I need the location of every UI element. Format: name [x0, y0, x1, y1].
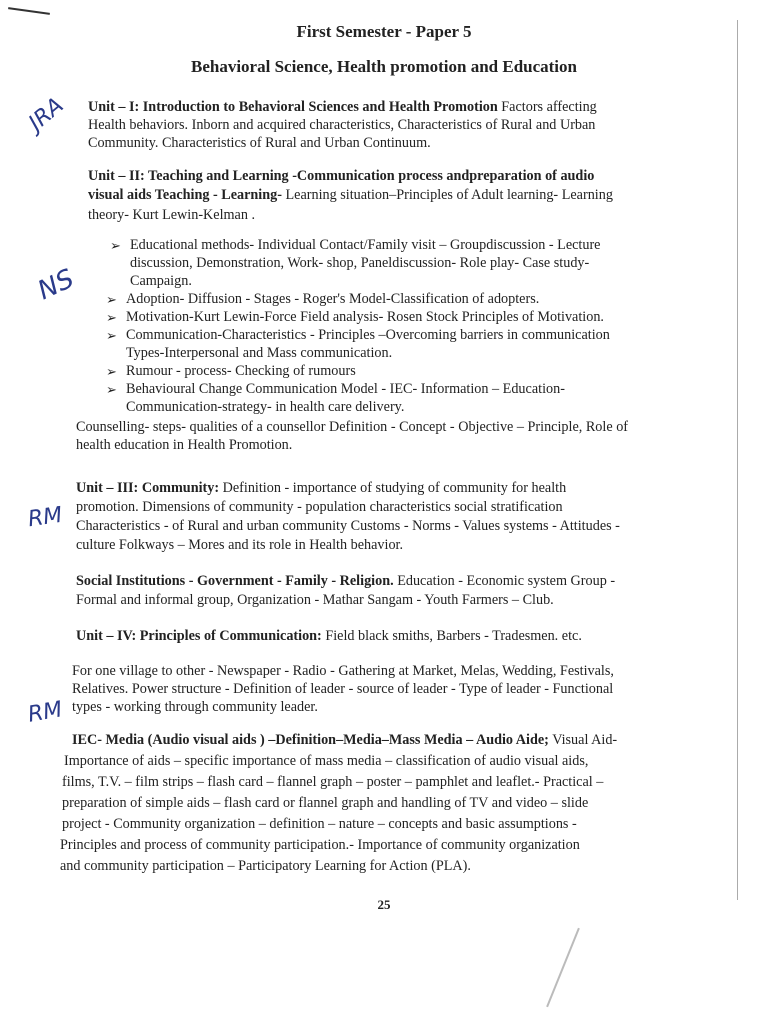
- bullet-item: Communication-strategy- in health care delivery.: [126, 399, 405, 415]
- unit-3-heading: Unit – III: Community:: [76, 480, 220, 496]
- bullet-item: Rumour - process- Checking of rumours: [126, 363, 356, 379]
- pen-mark: [8, 7, 50, 15]
- unit-3-line: [76, 479, 566, 497]
- arrow-bullet-icon: ➢: [106, 310, 117, 325]
- arrow-bullet-icon: ➢: [106, 364, 117, 379]
- handwritten-annotation: JRA: [24, 93, 69, 136]
- unit-3-line: promotion. Dimensions of community - population characteristics social stratification: [76, 499, 563, 515]
- pen-mark: [546, 928, 580, 1008]
- iec-heading: IEC- Media (Audio visual aids ) –Definition–Media–Mass Media – Audio Aide;: [72, 732, 549, 748]
- social-institutions-text: Education - Economic system Group -: [397, 573, 616, 589]
- iec-text: Visual Aid-: [552, 732, 618, 748]
- unit-4-heading: Unit – IV: Principles of Communication:: [76, 628, 322, 644]
- unit-2-text: Learning situation–Principles of Adult learning- Learning: [285, 187, 613, 203]
- iec-line: preparation of simple aids – flash card or flannel graph and handling of TV and video – slide: [62, 795, 589, 811]
- unit-4-line: [76, 627, 582, 645]
- page-edge-line: [737, 20, 738, 900]
- unit-1-line: [88, 98, 597, 116]
- counselling-line: Counselling- steps- qualities of a counsellor Definition - Concept - Objective – Principle, Role of: [76, 419, 629, 435]
- bullet-item: Adoption- Diffusion - Stages - Roger's Model-Classification of adopters.: [126, 291, 540, 307]
- unit-2-line: [88, 186, 613, 204]
- iec-line: project - Community organization – definition – nature – concepts and basic assumptions -: [62, 816, 577, 832]
- bullet-item: Communication-Characteristics - Principles –Overcoming barriers in communication: [126, 327, 610, 343]
- bullet-item: discussion, Demonstration, Work- shop, Paneldiscussion- Role play- Case study-: [130, 255, 590, 271]
- unit-1-text: Factors affecting: [501, 99, 597, 115]
- handwritten-annotation: NS: [33, 263, 79, 307]
- unit-1-line: Health behaviors. Inborn and acquired characteristics, Characteristics of Rural and Urban: [88, 117, 596, 133]
- handwritten-annotation: RM: [26, 697, 65, 728]
- unit-3-line: Characteristics - of Rural and urban community Customs - Norms - Values systems - Attitudes -: [76, 518, 620, 534]
- iec-line: films, T.V. – film strips – flash card – flannel graph – poster – pamphlet and leaflet.- Practical –: [62, 774, 604, 790]
- unit-2-subheading: visual aids Teaching - Learning-: [88, 187, 282, 203]
- unit-3-line: culture Folkways – Mores and its role in Health behavior.: [76, 537, 404, 553]
- unit-2-heading: Unit – II: Teaching and Learning -Communication process andpreparation of audio: [88, 168, 595, 184]
- village-line: Relatives. Power structure - Definition of leader - source of leader - Type of leader - Functional: [72, 681, 614, 697]
- bullet-item: Educational methods- Individual Contact/Family visit – Groupdiscussion - Lecture: [130, 237, 601, 253]
- arrow-bullet-icon: ➢: [106, 382, 117, 397]
- social-institutions-line: [76, 572, 615, 590]
- iec-line: and community participation – Participatory Learning for Action (PLA).: [60, 858, 471, 874]
- iec-line: Importance of aids – specific importance of mass media – classification of audio visual aids,: [64, 753, 589, 769]
- handwritten-annotation: RM: [26, 502, 64, 533]
- arrow-bullet-icon: ➢: [106, 292, 117, 307]
- unit-3-text: Definition - importance of studying of community for health: [222, 480, 567, 496]
- village-line: types - working through community leader.: [72, 699, 318, 715]
- unit-4-text: Field black smiths, Barbers - Tradesmen. etc.: [325, 628, 582, 644]
- unit-1-line: Community. Characteristics of Rural and Urban Continuum.: [88, 135, 431, 151]
- unit-2-line: theory- Kurt Lewin-Kelman .: [88, 207, 256, 223]
- social-institutions-line: Formal and informal group, Organization - Mathar Sangam - Youth Farmers – Club.: [76, 592, 554, 608]
- bullet-item: Behavioural Change Communication Model - IEC- Information – Education-: [126, 381, 565, 397]
- iec-line: Principles and process of community participation.- Importance of community organization: [60, 837, 580, 853]
- paper-title: First Semester - Paper 5: [296, 22, 472, 41]
- bullet-item: Motivation-Kurt Lewin-Force Field analysis- Rosen Stock Principles of Motivation.: [126, 309, 604, 325]
- arrow-bullet-icon: ➢: [106, 328, 117, 343]
- social-institutions-heading: Social Institutions - Government - Family - Religion.: [76, 573, 394, 589]
- paper-subtitle: Behavioral Science, Health promotion and Education: [191, 57, 577, 76]
- counselling-line: health education in Health Promotion.: [76, 437, 293, 453]
- unit-1-heading: Unit – I: Introduction to Behavioral Sciences and Health Promotion: [88, 99, 498, 115]
- iec-line: [72, 731, 617, 749]
- bullet-item: Types-Interpersonal and Mass communication.: [126, 345, 393, 361]
- arrow-bullet-icon: ➢: [110, 238, 121, 253]
- page-number: 25: [377, 897, 391, 912]
- village-line: For one village to other - Newspaper - Radio - Gathering at Market, Melas, Wedding, Festivals,: [72, 663, 614, 679]
- bullet-item: Campaign.: [130, 273, 192, 289]
